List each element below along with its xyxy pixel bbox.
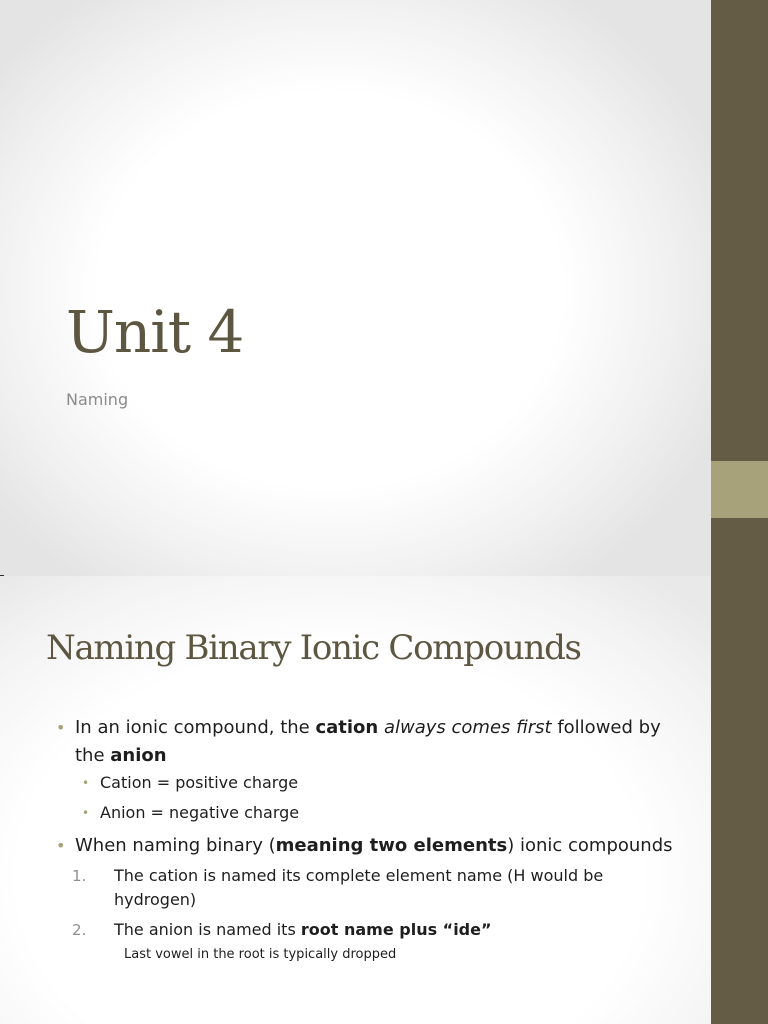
sub-bullet-icon: • — [82, 806, 90, 820]
side-band-accent — [711, 461, 768, 518]
sub-bullet-icon: • — [82, 776, 90, 790]
numbered-item-anion: 2. The anion is named its root name plus “ide” — [56, 918, 674, 942]
slide-heading: Naming Binary Ionic Compounds — [46, 628, 581, 668]
bullet-cation-first: • In an ionic compound, the cation always comes first followed by the anion — [56, 714, 676, 770]
emphasis-anion: anion — [110, 745, 167, 766]
emphasis-two-elements: meaning two elements — [275, 835, 508, 856]
bullet-icon: • — [56, 718, 66, 737]
emphasis-cation: cation — [315, 717, 379, 738]
slide-title: Unit 4 — [66, 298, 244, 366]
item-number: 1. — [72, 867, 87, 885]
emphasis-always-first: always comes first — [383, 717, 552, 738]
note-vowel-dropped: Last vowel in the root is typically dropped — [124, 947, 397, 962]
item-number: 2. — [72, 921, 87, 939]
emphasis-root-name: root name plus “ide” — [300, 920, 492, 939]
bullet-icon: • — [56, 836, 66, 855]
bullet-naming-binary: • When naming binary (meaning two elements) ionic compounds — [56, 832, 676, 860]
sub-bullet-cation: • Cation = positive charge — [82, 773, 299, 792]
slide-subtitle: Naming — [66, 390, 129, 409]
numbered-item-cation: 1. The cation is named its complete element name (H would be hydrogen) — [72, 866, 604, 909]
slide-body — [56, 714, 676, 964]
content-slide — [0, 576, 768, 1024]
sub-bullet-anion: • Anion = negative charge — [82, 803, 300, 822]
